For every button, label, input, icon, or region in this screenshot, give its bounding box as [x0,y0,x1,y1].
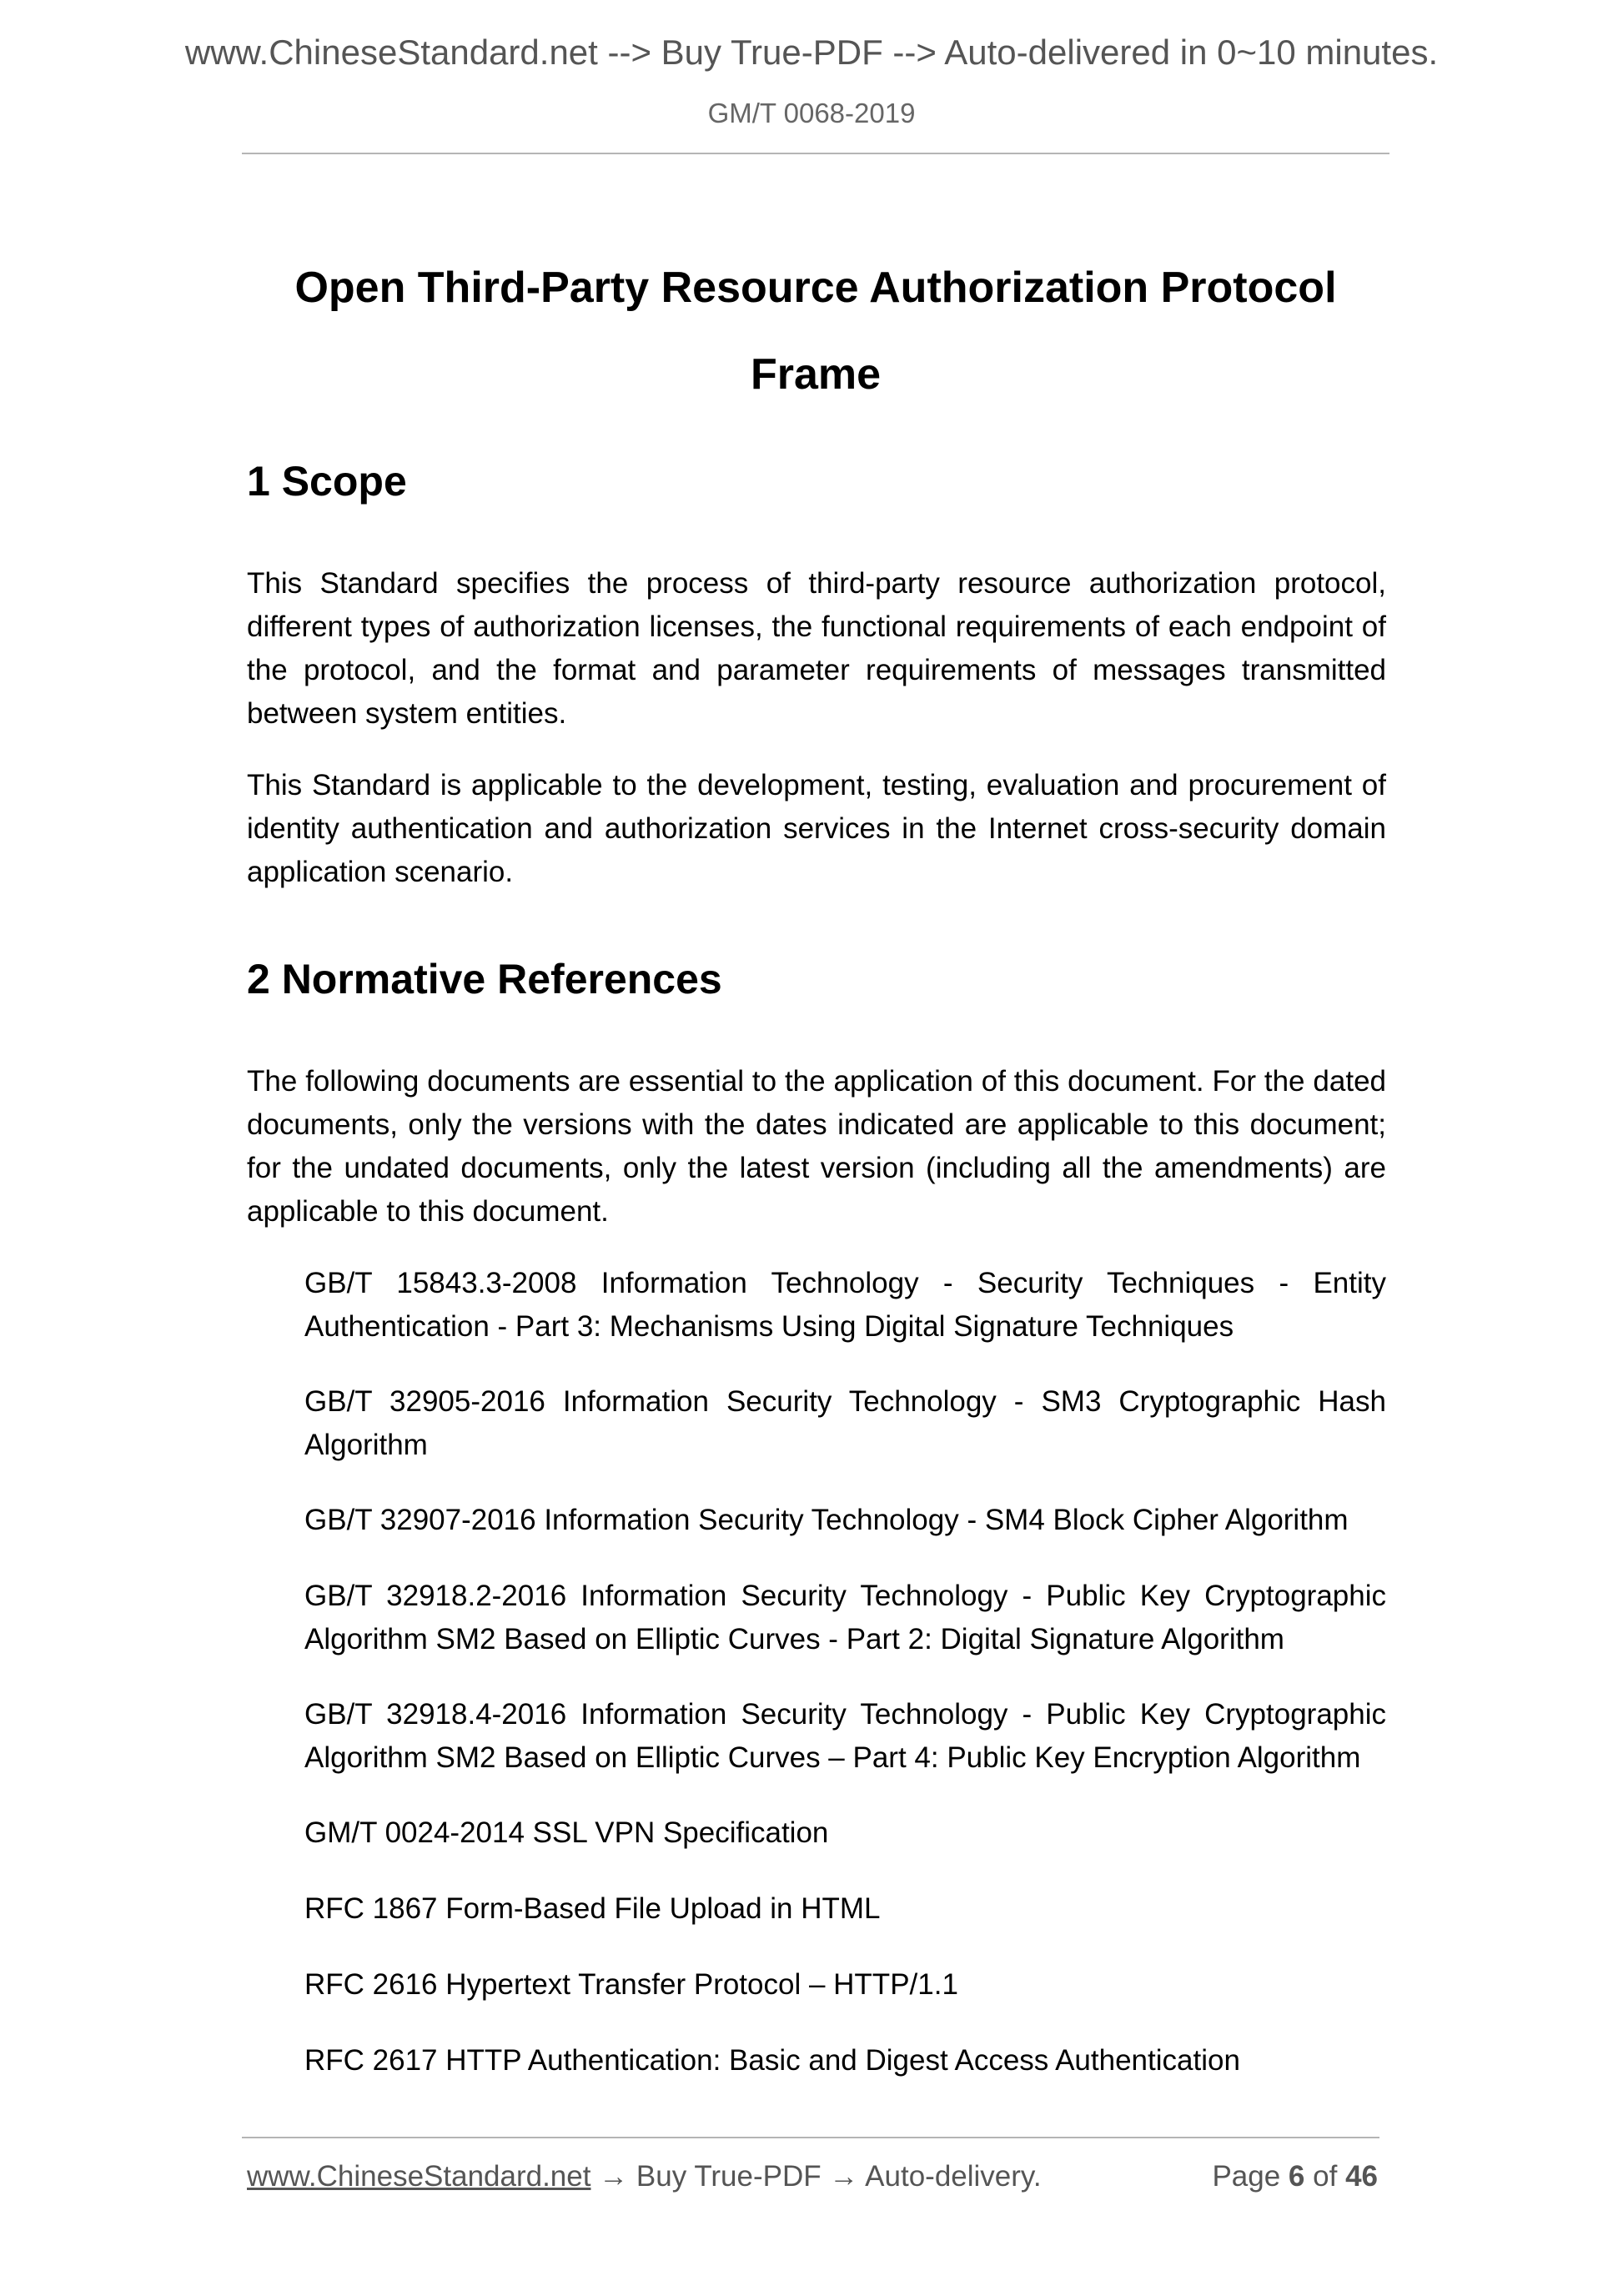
page-current: 6 [1288,2160,1305,2193]
reference-item: GB/T 32918.4-2016 Information Security Technology - Public Key Cryptographic Algorithm SM2 Based on Elliptic Curves – Part 4: Public Key Encryption Algorithm [304,1698,1386,1774]
reference-item: RFC 2617 HTTP Authentication: Basic and Digest Access Authentication [304,2044,1240,2077]
document-title [242,244,1389,418]
scope-paragraph-1: This Standard specifies the process of third-party resource authorization protocol, different types of authorization licenses, the functional requirements of each endpoint of the protocol, and the format and parameter requirements of messages transmitted between system entities. [247,567,1386,730]
page-indicator [1212,2160,1378,2193]
reference-item: GB/T 32905-2016 Information Security Technology - SM3 Cryptographic Hash Algorithm [304,1385,1386,1461]
footer-divider [242,2137,1379,2138]
title-line-2: Frame [750,349,882,399]
scope-paragraph-2: This Standard is applicable to the development, testing, evaluation and procurement of identity authentication and authorization services in the Internet cross-security domain application scenario. [247,769,1386,888]
page-word: Page [1212,2160,1281,2193]
header-banner: www.ChineseStandard.net --> Buy True-PDF --> Auto-delivered in 0~10 minutes. [184,33,1439,72]
section-heading-normative-references: 2 Normative References [247,956,722,1002]
page-total: 46 [1345,2160,1378,2193]
of-word: of [1313,2160,1338,2193]
reference-item: GB/T 32918.2-2016 Information Security Technology - Public Key Cryptographic Algorithm SM2 Based on Elliptic Curves - Part 2: Digital Signature Algorithm [304,1580,1386,1655]
footer-site-link[interactable]: www.ChineseStandard.net [247,2160,591,2193]
reference-item: RFC 2616 Hypertext Transfer Protocol – HTTP/1.1 [304,1968,958,2001]
title-line-1: Open Third-Party Resource Authorization Protocol [294,263,1337,312]
reference-item: GM/T 0024-2014 SSL VPN Specification [304,1816,829,1849]
header-divider [242,153,1389,154]
normative-intro-paragraph: The following documents are essential to the application of this document. For the dated documents, only the versions with the dates indicated are applicable to this document; for the undated documents, only the latest version (including all the amendments) are applicable to this document. [247,1065,1386,1228]
standard-number: GM/T 0068-2019 [707,98,916,128]
page-footer [247,2160,1378,2193]
section-heading-scope: 1 Scope [247,458,407,505]
reference-item: GB/T 15843.3-2008 Information Technology - Security Techniques - Entity Authentication - Part 3: Mechanisms Using Digital Signature Techniques [304,1267,1386,1343]
footer-tagline: → Buy True-PDF → Auto-delivery. [590,2160,1042,2193]
reference-item: GB/T 32907-2016 Information Security Technology - SM4 Block Cipher Algorithm [304,1504,1349,1536]
reference-item: RFC 1867 Form-Based File Upload in HTML [304,1892,881,1925]
